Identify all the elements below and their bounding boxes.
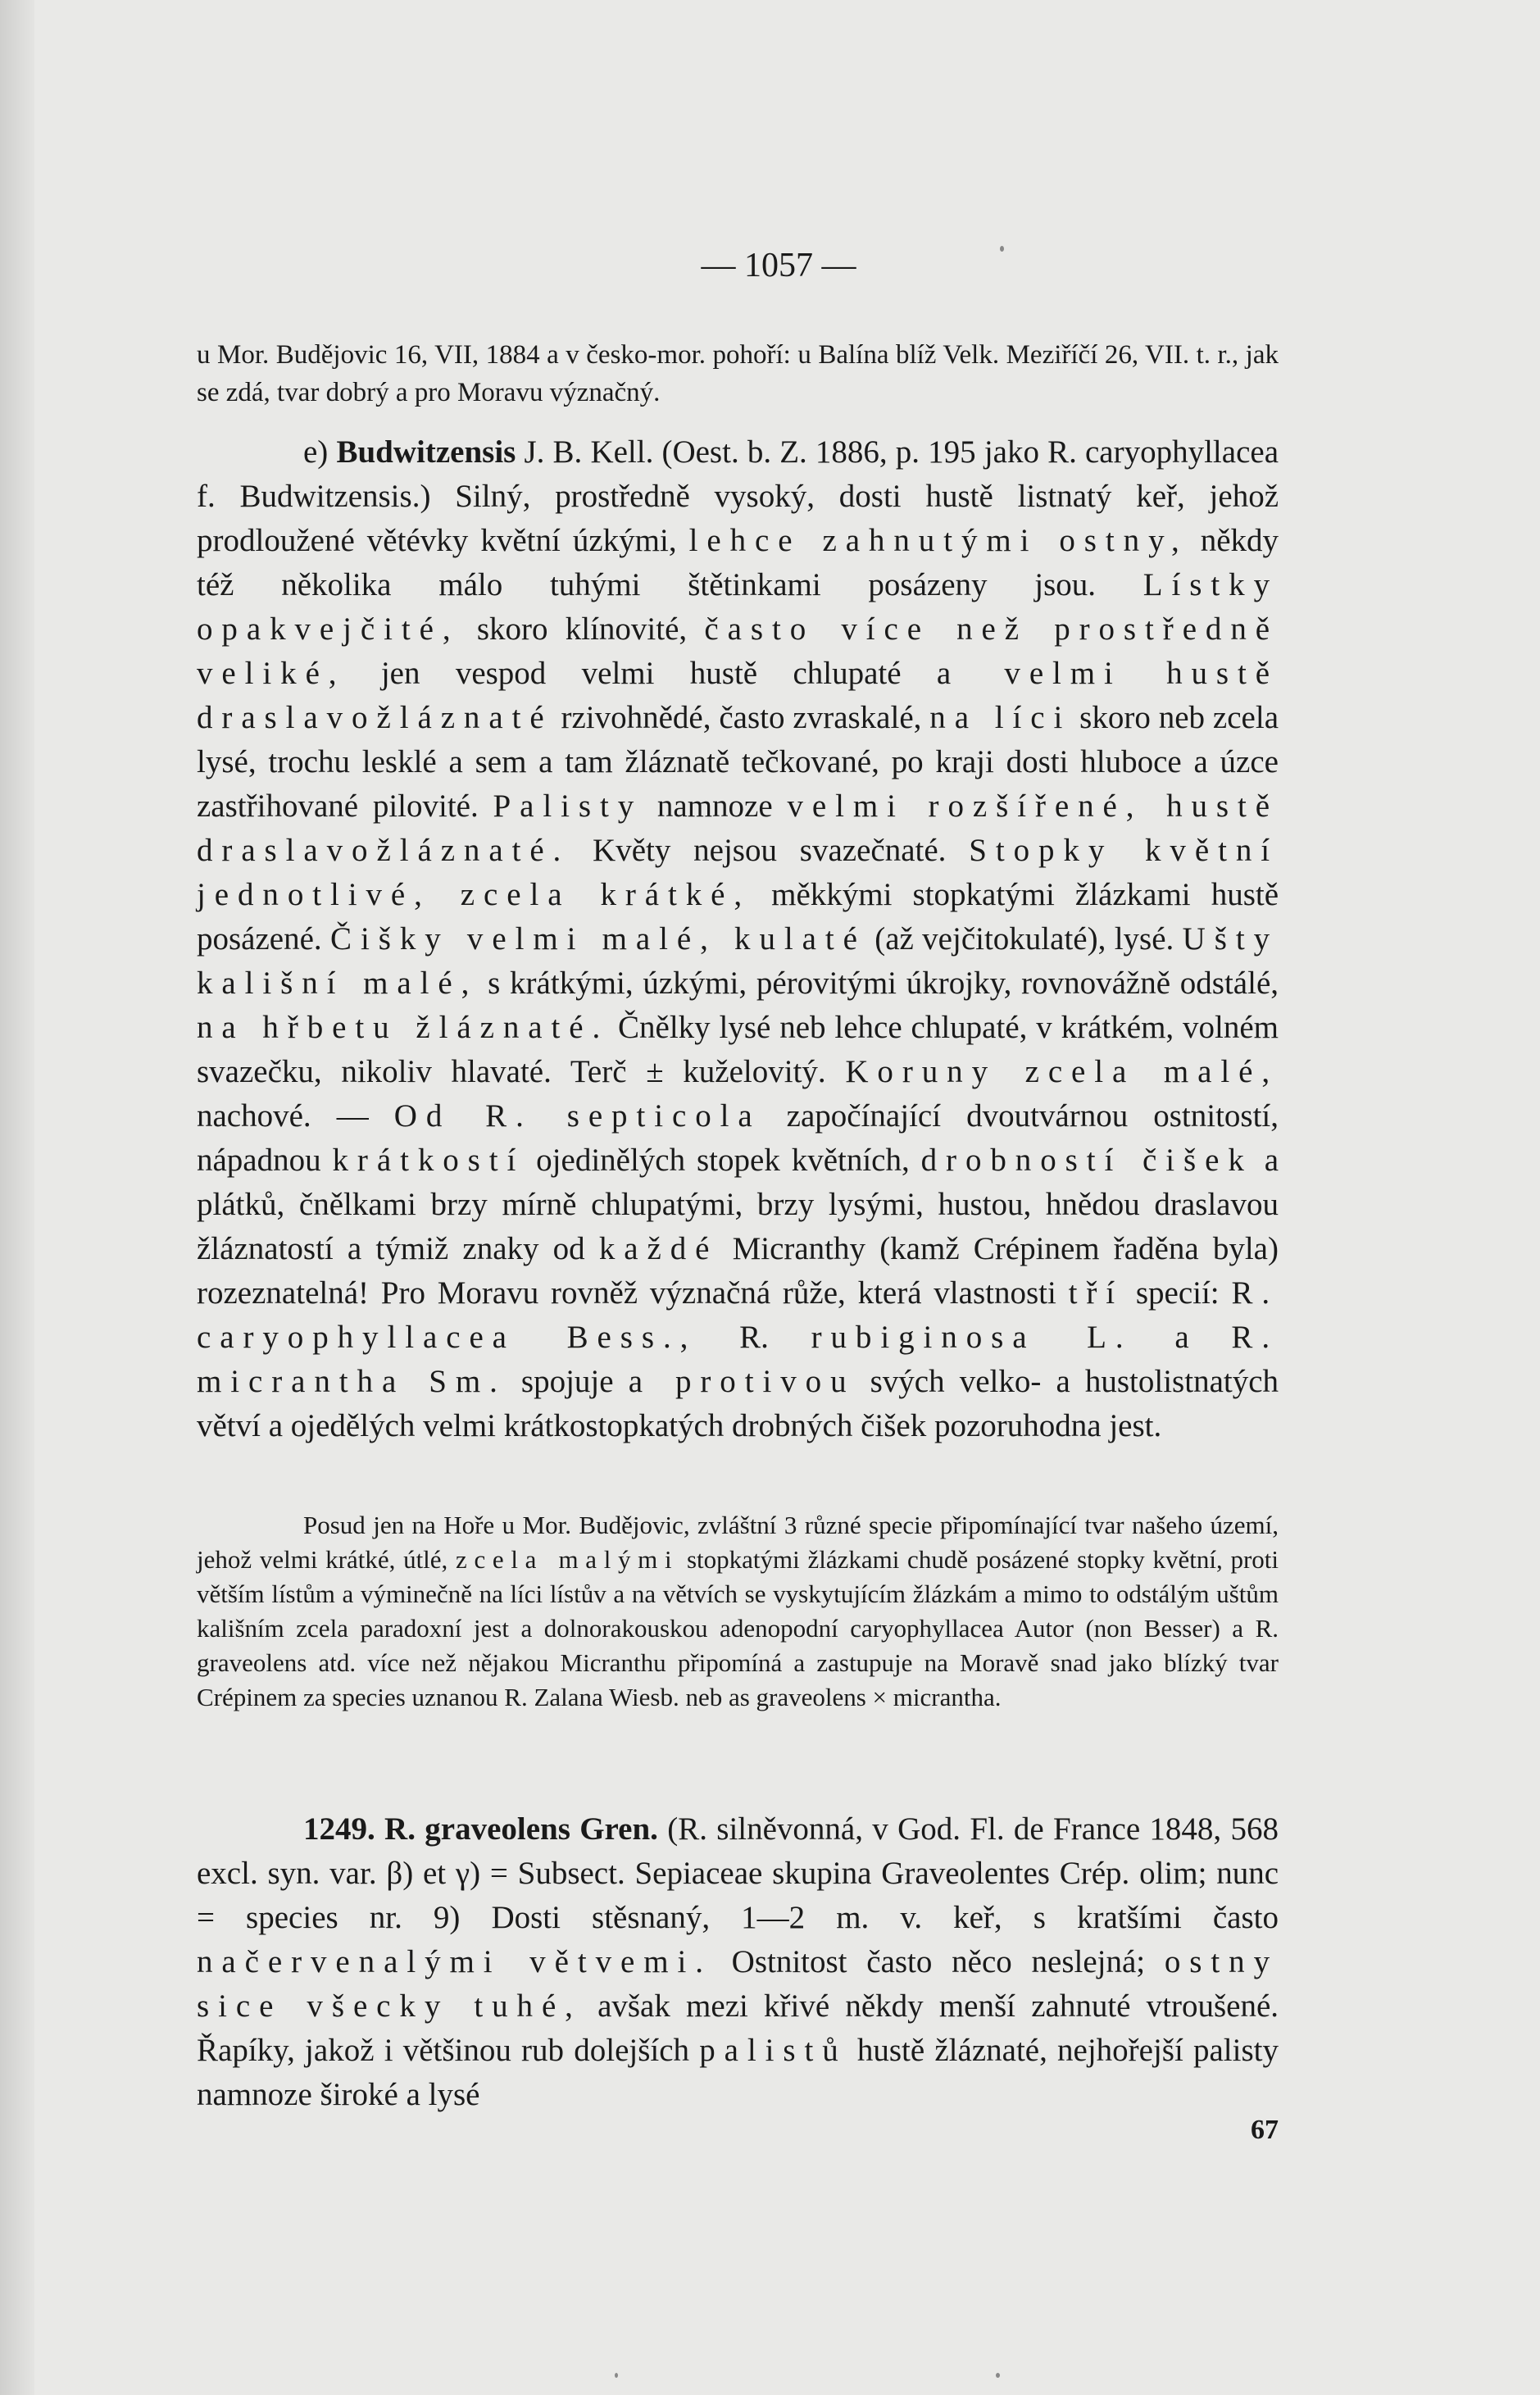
paragraph-graveolens: [197, 1807, 1279, 2117]
speck: [615, 2373, 618, 2378]
continuation-text: u Mor. Budějovic 16, VII, 1884 a v česko-mor. pohoří: u Balína blíž Velk. Meziříčí 26, VII. t. r., jak se zdá, tvar dobrý a pro Moravu význačný.: [197, 340, 1279, 407]
footnote: [197, 1508, 1279, 1715]
speck: [1000, 246, 1004, 252]
graveolens-text: 1249. R. graveolens Gren. (R. silněvonná, v God. Fl. de France 1848, 568 excl. syn. var. β) et γ) = Subsect. Sepiaceae skupina Graveolentes Crép. olim; nunc = species nr. 9) Dosti stěsnaný, 1—2 m. v. keř, s kratšími často načervenalými větvemi. Ostnitost často něco neslejná; ostny sice všecky tuhé, avšak mezi křivé někdy menší zahnuté vtroušené. Řapíky, jakož i většinou rub dolejších palistů hustě žláznaté, nejhořejší palisty namnoze široké a lysé: [197, 1811, 1279, 2112]
speck: [996, 2373, 1000, 2378]
paragraph-budwitzensis: [197, 430, 1279, 1448]
page-edge: [0, 0, 34, 2395]
signature-mark: 67: [1251, 2115, 1279, 2145]
page-number: — 1057 —: [701, 247, 856, 284]
budwitzensis-text: e) Budwitzensis J. B. Kell. (Oest. b. Z. 1886, p. 195 jako R. caryophyllacea f. Budwitzensis.) Silný, prostředně vysoký, dosti hustě listnatý keř, jehož prodloužené větévky květní úzkými, lehce zahnutými ostny, někdy též několika málo tuhými štětinkami posázeny jsou. Lístky opakvejčité, skoro klínovité, často více než prostředně veliké, jen vespod velmi hustě chlupaté a velmi hustě draslavožláznaté rzivohnědé, často zvraskalé, na líci skoro neb zcela lysé, trochu lesklé a sem a tam žláznatě tečkované, po kraji dosti hluboce a úzce zastřihované pilovité. Palisty namnoze velmi rozšířené, hustě draslavožláznaté. Květy nejsou svazečnaté. Stopky květní jednotlivé, zcela krátké, měkkými stopkatými žlázkami hustě posázené. Čišky velmi malé, kulaté (až vejčitokulaté), lysé. Ušty kališní malé, s krátkými, úzkými, pérovitými úkrojky, rovnovážně odstálé, na hřbetu žláznaté. Čnělky lysé neb lehce chlupaté, v krátkém, volném svazečku, nikoliv hlavaté. Terč ± kuželovitý. Koruny zcela malé, nachové. — Od R. septicola započínající dvoutvárnou ostnitostí, nápadnou krátkostí ojedinělých stopek květních, drobností čišek a plátků, čnělkami brzy mírně chlupatými, brzy lysými, hustou, hnědou draslavou žláznatostí a týmiž znaky od každé Micranthy (kamž Crépinem řaděna byla) rozeznatelná! Pro Moravu rovněž význačná růže, která vlastnosti tří specií: R. caryophyllacea Bess., R. rubiginosa L. a R. micrantha Sm. spojuje a protivou svých velko- a hustolistnatých větví a ojedělých velmi krátkostopkatých drobných čišek pozoruhodna jest.: [197, 434, 1279, 1443]
footnote-text: Posud jen na Hoře u Mor. Budějovic, zvláštní 3 různé specie připomínající tvar našeho území, jehož velmi krátké, útlé, zcela malými stopkatými žlázkami chudě posázené stopky květní, proti větším lístům a výminečně na líci lístův a na větvích se vyskytujícím žlázkám a mimo to odstálým uštům kališním zcela paradoxní jest a dolnorakouskou adenopodní caryophyllacea Autor (non Besser) a R. graveolens atd. více než nějakou Micranthu připomíná a zastupuje na Moravě snad jako blízký tvar Crépinem za species uznanou R. Zalana Wiesb. neb as graveolens × micrantha.: [197, 1511, 1279, 1711]
paragraph-continuation: [197, 336, 1279, 411]
